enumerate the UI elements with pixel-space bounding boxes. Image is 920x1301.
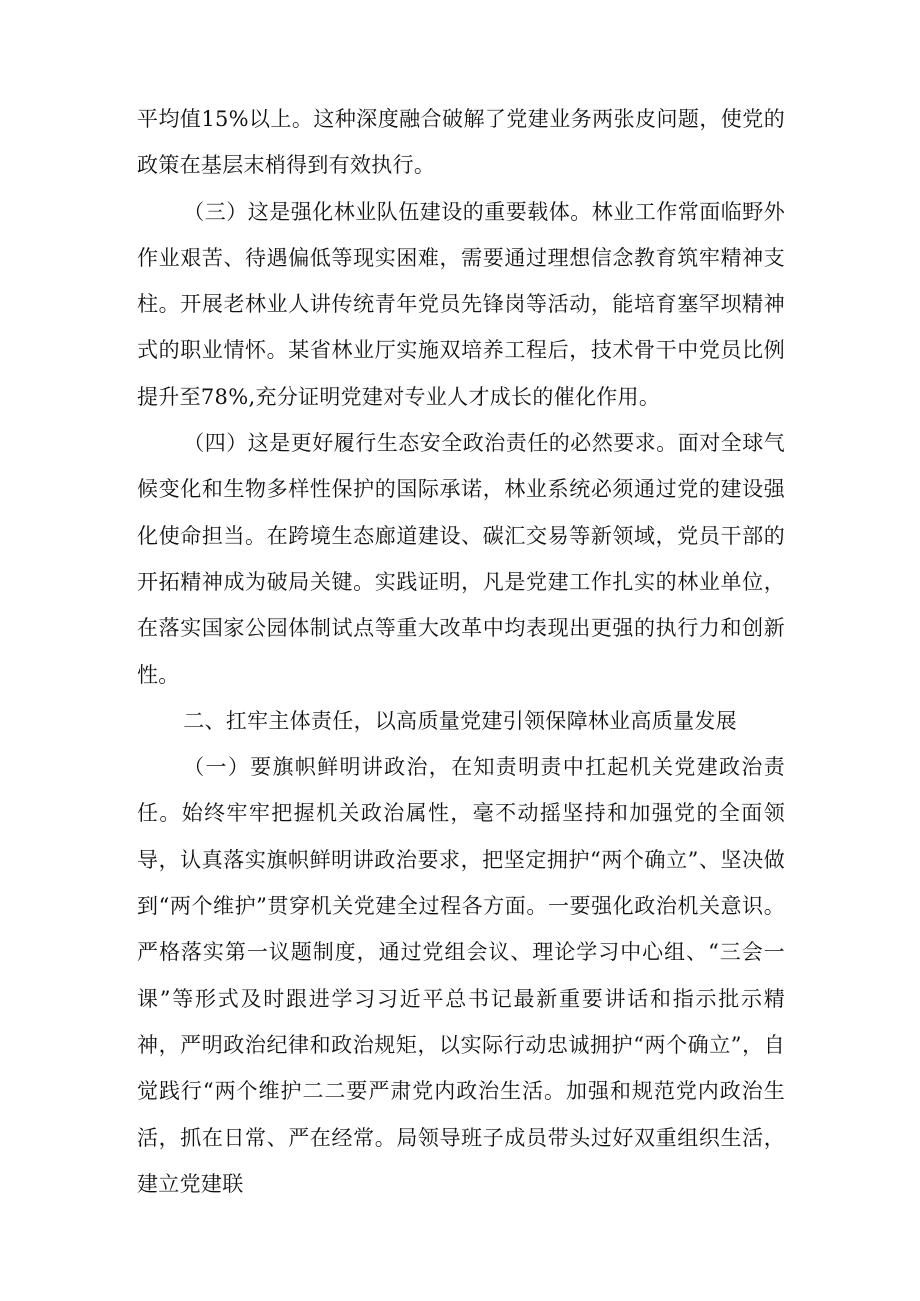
paragraph-subsection-one: （一）要旗帜鲜明讲政治，在知责明责中扛起机关党建政治责任。始终牢牢把握机关政治属性，毫不动摇坚持和加强党的全面领导，认真落实旗帜鲜明讲政治要求，把坚定拥护“两个确立”、坚决做到“两个维护”贯穿机关党建全过程各方面。一要强化政治机关意识。严格落实第一议题制度，通过党组会议、理论学习中心组、“三会一课”等形式及时跟进学习习近平总书记最新重要讲话和指示批示精神，严明政治纪律和政治规矩，以实际行动忠诚拥护“两个确立”，自觉践行“两个维护二二要严肃党内政治生活。加强和规范党内政治生活，抓在日常、严在经常。局领导班子成员带头过好双重组织生活，建立党建联: [137, 755, 785, 1196]
paragraph-continuation: 平均值15%以上。这种深度融合破解了党建业务两张皮问题，使党的政策在基层末梢得到有效执行。: [137, 107, 785, 178]
paragraph-section-three: （三）这是强化林业队伍建设的重要载体。林业工作常面临野外作业艰苦、待遇偏低等现实困难，需要通过理想信念教育筑牢精神支柱。开展老林业人讲传统青年党员先锋岗等活动，能培育塞罕坝精神式的职业情怀。某省林业厅实施双培养工程后，技术骨干中党员比例提升至78%,充分证明党建对专业人才成长的催化作用。: [137, 199, 785, 409]
paragraph-section-four: （四）这是更好履行生态安全政治责任的必然要求。面对全球气候变化和生物多样性保护的国际承诺，林业系统必须通过党的建设强化使命担当。在跨境生态廊道建设、碳汇交易等新领域，党员干部的开拓精神成为破局关键。实践证明，凡是党建工作扎实的林业单位，在落实国家公园体制试点等重大改革中均表现出更强的执行力和创新性。: [137, 431, 785, 687]
document-body: [137, 96, 785, 1207]
section-heading-two: 二、扛牢主体责任，以高质量党建引领保障林业高质量发展: [183, 708, 737, 733]
